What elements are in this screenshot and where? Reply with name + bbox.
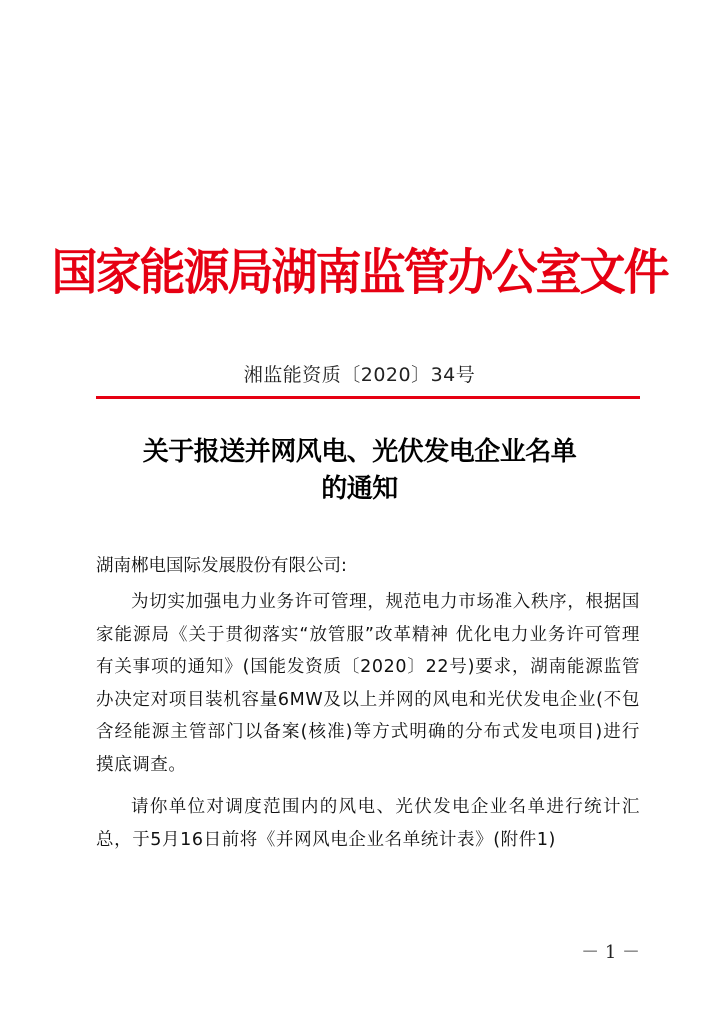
- document-number: 湘监能资质〔2020〕34号: [243, 364, 476, 386]
- subject-line-1: 关于报送并网风电、光伏发电企业名单: [142, 437, 577, 467]
- document-subject: [0, 434, 719, 508]
- subject-line-2: 的通知: [321, 474, 398, 504]
- body-paragraph: 为切实加强电力业务许可管理，规范电力市场准入秩序，根据国家能源局《关于贯彻落实“放管服”改革精神 优化电力业务许可管理有关事项的通知》(国能发资质〔2020〕22号)要求，湖南能源监管办决定对项目装机容量6MW及以上并网的风电和光伏发电企业(不包含经能源主管部门以备案(核准)等方式明确的分布式发电项目)进行摸底调查。: [96, 592, 640, 775]
- document-header-title: 国家能源局湖南监管办公室文件: [51, 243, 668, 301]
- document-body: [96, 550, 640, 856]
- page-number: － 1 －: [581, 942, 640, 963]
- body-paragraph: 请你单位对调度范围内的风电、光伏发电企业名单进行统计汇总，于5月16日前将《并网风电企业名单统计表》(附件1): [96, 797, 640, 850]
- salutation: 湖南郴电国际发展股份有限公司:: [96, 556, 347, 576]
- red-divider-line: [96, 396, 640, 399]
